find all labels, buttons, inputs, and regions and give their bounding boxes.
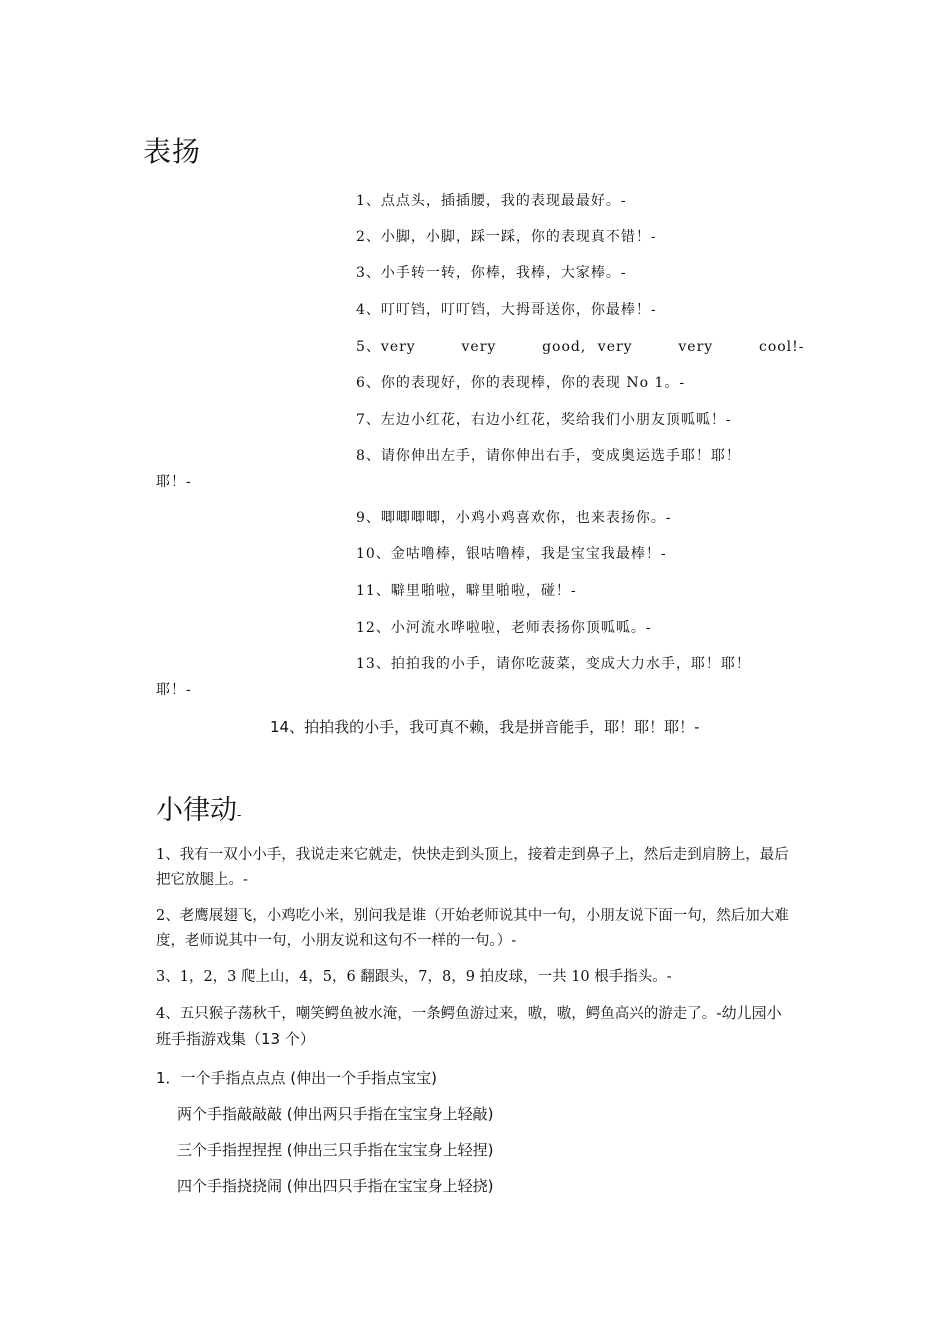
praise-item-8-tail: 耶！- — [156, 474, 192, 490]
praise-item-13-tail: 耶！- — [156, 682, 192, 698]
finger-game-line-2: 两个手指敲敲敲 (伸出两只手指在宝宝身上轻敲) — [177, 1105, 494, 1123]
rhythm-title-suffix: - — [237, 808, 242, 822]
rhythm-item-1: 1、我有一双小小手，我说走来它就走，快快走到头顶上，接着走到鼻子上，然后走到肩膀上，最后把它放腿上。- — [156, 847, 789, 888]
praise-item-11: 11、噼里啪啦，噼里啪啦，碰！- — [356, 583, 577, 599]
finger-game-line-3: 三个手指捏捏捏 (伸出三只手指在宝宝身上轻捏) — [177, 1141, 494, 1159]
rhythm-item-4-text: 4、五只猴子荡秋千，嘲笑鳄鱼被水淹，一条鳄鱼游过来，嗷，嗷，鳄鱼高兴的游走了。 — [156, 1006, 717, 1022]
section-title-rhythm — [156, 788, 241, 827]
praise-item-2: 2、小脚，小脚，踩一踩，你的表现真不错！- — [356, 229, 657, 245]
praise-item-4: 4、叮叮铛，叮叮铛，大拇哥送你，你最棒！- — [356, 302, 657, 318]
section-title-praise: 表扬 — [143, 135, 202, 168]
praise-item-5: 5、very very good, very very cool!- — [356, 339, 805, 355]
praise-item-13: 13、拍拍我的小手，请你吃菠菜，变成大力水手，耶！耶！ — [356, 656, 751, 672]
finger-game-line-4: 四个手指挠挠闹 (伸出四只手指在宝宝身上轻挠) — [177, 1177, 494, 1195]
praise-item-6: 6、你的表现好，你的表现棒，你的表现 No 1。- — [356, 375, 686, 391]
rhythm-item-4 — [156, 1001, 796, 1053]
praise-item-8: 8、请你伸出左手，请你伸出右手，变成奥运选手耶！耶！ — [356, 448, 741, 464]
collection-heading: -幼儿园小班手指游戏集（13 个） — [156, 1004, 782, 1048]
rhythm-item-3: 3、1，2，3 爬上山，4，5，6 翻跟头，7，8，9 拍皮球，一共 10 根手指头。- — [156, 969, 672, 985]
rhythm-item-2: 2、老鹰展翅飞，小鸡吃小米，别问我是谁（开始老师说其中一句，小朋友说下面一句，然后加大难度，老师说其中一句，小朋友说和这句不一样的一句。）- — [156, 908, 789, 949]
praise-item-3: 3、小手转一转，你棒，我棒，大家棒。- — [356, 265, 627, 281]
praise-item-7: 7、左边小红花，右边小红花，奖给我们小朋友顶呱呱！- — [356, 412, 732, 428]
praise-item-9: 9、唧唧唧唧，小鸡小鸡喜欢你，也来表扬你。- — [356, 510, 672, 526]
praise-item-10: 10、金咕噜棒，银咕噜棒，我是宝宝我最棒！- — [356, 546, 667, 562]
finger-game-line-1: 1．一个手指点点点 (伸出一个手指点宝宝) — [156, 1069, 438, 1087]
praise-item-1: 1、点点头，插插腰，我的表现最最好。- — [356, 193, 627, 209]
praise-item-14: 14、拍拍我的小手，我可真不赖，我是拼音能手，耶！耶！耶！- — [270, 718, 700, 736]
praise-item-12: 12、小河流水哗啦啦，老师表扬你顶呱呱。- — [356, 620, 652, 636]
rhythm-title-text: 小律动 — [156, 795, 237, 826]
